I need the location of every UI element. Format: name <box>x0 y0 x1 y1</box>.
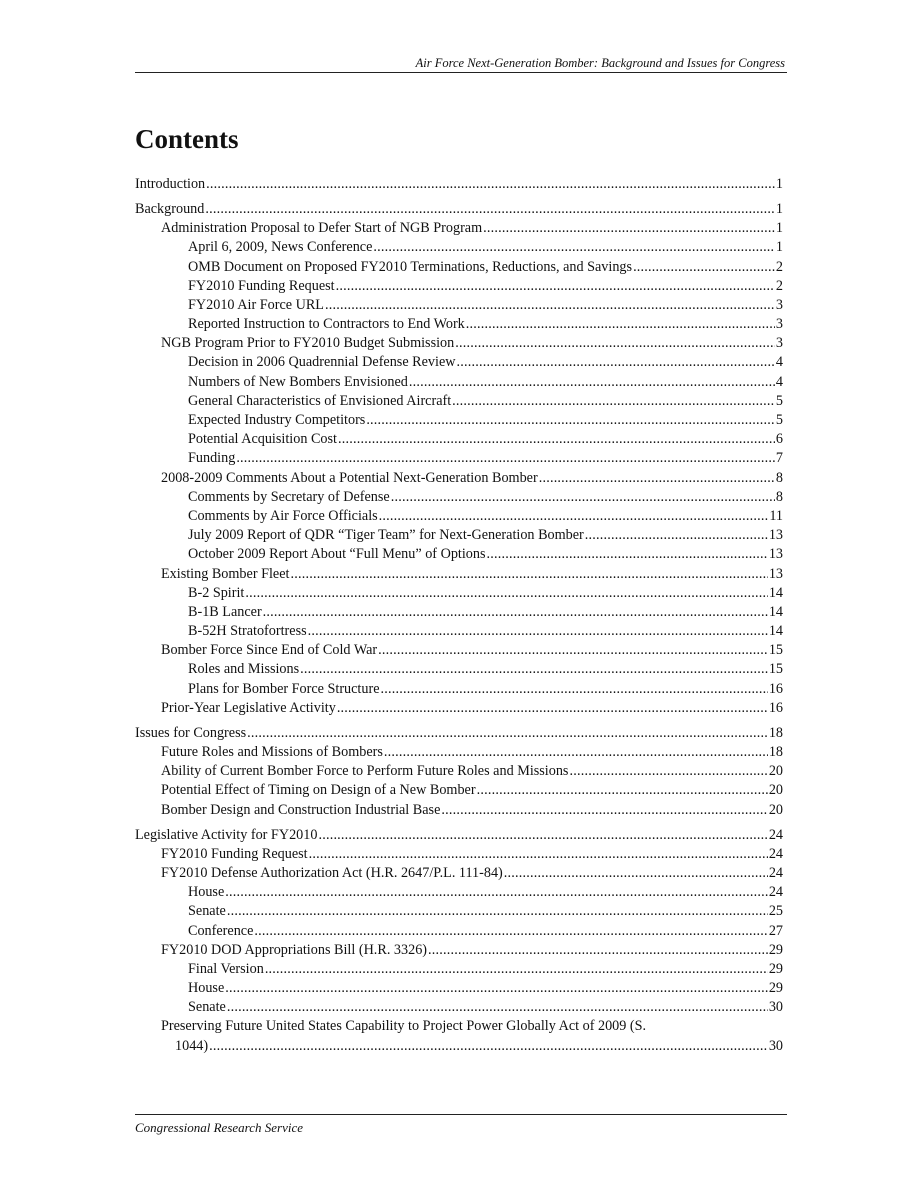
toc-entry[interactable]: Expected Industry Competitors ..... 5 <box>135 411 783 430</box>
toc-entry[interactable]: Comments by Secretary of Defense ..... 8 <box>135 488 783 507</box>
toc-entry[interactable]: Senate ..... 25 <box>135 902 783 921</box>
toc-entry[interactable]: October 2009 Report About “Full Menu” of Options ..... 13 <box>135 545 783 564</box>
toc-entry[interactable]: Potential Acquisition Cost ..... 6 <box>135 430 783 449</box>
toc-entry[interactable]: Prior-Year Legislative Activity ..... 16 <box>135 699 783 718</box>
table-of-contents <box>135 175 783 1056</box>
toc-entry[interactable]: General Characteristics of Envisioned Aircraft ..... 5 <box>135 392 783 411</box>
toc-entry[interactable]: B-1B Lancer ..... 14 <box>135 603 783 622</box>
toc-entry-background[interactable]: Background ..... 1 <box>135 200 783 219</box>
toc-entry[interactable]: Administration Proposal to Defer Start of NGB Program ..... 1 <box>135 219 783 238</box>
toc-entry[interactable]: FY2010 Funding Request ..... 24 <box>135 845 783 864</box>
toc-entry[interactable]: B-2 Spirit ..... 14 <box>135 584 783 603</box>
toc-entry[interactable]: Roles and Missions ..... 15 <box>135 660 783 679</box>
running-header: Air Force Next-Generation Bomber: Background and Issues for Congress <box>415 56 785 70</box>
toc-entry[interactable]: July 2009 Report of QDR “Tiger Team” for Next-Generation Bomber ..... 13 <box>135 526 783 545</box>
page-title: Contents <box>135 124 239 154</box>
toc-entry[interactable]: 2008-2009 Comments About a Potential Next-Generation Bomber ..... 8 <box>135 469 783 488</box>
footer-divider <box>135 1114 787 1115</box>
toc-entry[interactable]: FY2010 Air Force URL ..... 3 <box>135 296 783 315</box>
toc-entry[interactable]: House ..... 24 <box>135 883 783 902</box>
toc-entry[interactable]: Potential Effect of Timing on Design of a New Bomber ..... 20 <box>135 781 783 800</box>
toc-entry[interactable]: Senate ..... 30 <box>135 998 783 1017</box>
toc-entry[interactable]: Existing Bomber Fleet ..... 13 <box>135 565 783 584</box>
toc-entry[interactable]: Reported Instruction to Contractors to End Work ..... 3 <box>135 315 783 334</box>
toc-entry[interactable]: B-52H Stratofortress ..... 14 <box>135 622 783 641</box>
toc-entry[interactable]: Final Version ..... 29 <box>135 960 783 979</box>
toc-entry[interactable]: Plans for Bomber Force Structure ..... 16 <box>135 680 783 699</box>
toc-entry[interactable]: Ability of Current Bomber Force to Perform Future Roles and Missions ..... 20 <box>135 762 783 781</box>
toc-entry-introduction[interactable]: Introduction ..... 1 <box>135 175 783 194</box>
toc-entry[interactable]: Preserving Future United States Capability to Project Power Globally Act of 2009 (S. 1044) ..... 30 <box>135 1017 783 1055</box>
toc-entry[interactable]: FY2010 DOD Appropriations Bill (H.R. 3326) ..... 29 <box>135 941 783 960</box>
toc-entry[interactable]: Bomber Design and Construction Industrial Base ..... 20 <box>135 801 783 820</box>
toc-entry[interactable]: FY2010 Funding Request ..... 2 <box>135 277 783 296</box>
header-divider <box>135 72 787 73</box>
toc-entry[interactable]: FY2010 Defense Authorization Act (H.R. 2647/P.L. 111-84) ..... 24 <box>135 864 783 883</box>
toc-entry[interactable]: Comments by Air Force Officials ..... 11 <box>135 507 783 526</box>
toc-entry[interactable]: Bomber Force Since End of Cold War ..... 15 <box>135 641 783 660</box>
toc-entry[interactable]: Funding ..... 7 <box>135 449 783 468</box>
toc-entry[interactable]: Future Roles and Missions of Bombers ..... 18 <box>135 743 783 762</box>
toc-entry[interactable]: Conference ..... 27 <box>135 922 783 941</box>
toc-entry[interactable]: House ..... 29 <box>135 979 783 998</box>
toc-entry[interactable]: NGB Program Prior to FY2010 Budget Submission ..... 3 <box>135 334 783 353</box>
toc-entry[interactable]: April 6, 2009, News Conference ..... 1 <box>135 238 783 257</box>
toc-entry[interactable]: Decision in 2006 Quadrennial Defense Review ..... 4 <box>135 353 783 372</box>
toc-entry-legislative-activity[interactable]: Legislative Activity for FY2010 ..... 24 <box>135 826 783 845</box>
toc-entry[interactable]: Numbers of New Bombers Envisioned ..... 4 <box>135 373 783 392</box>
toc-entry-issues-for-congress[interactable]: Issues for Congress ..... 18 <box>135 724 783 743</box>
footer-text: Congressional Research Service <box>135 1120 303 1135</box>
toc-entry[interactable]: OMB Document on Proposed FY2010 Terminations, Reductions, and Savings ..... 2 <box>135 258 783 277</box>
